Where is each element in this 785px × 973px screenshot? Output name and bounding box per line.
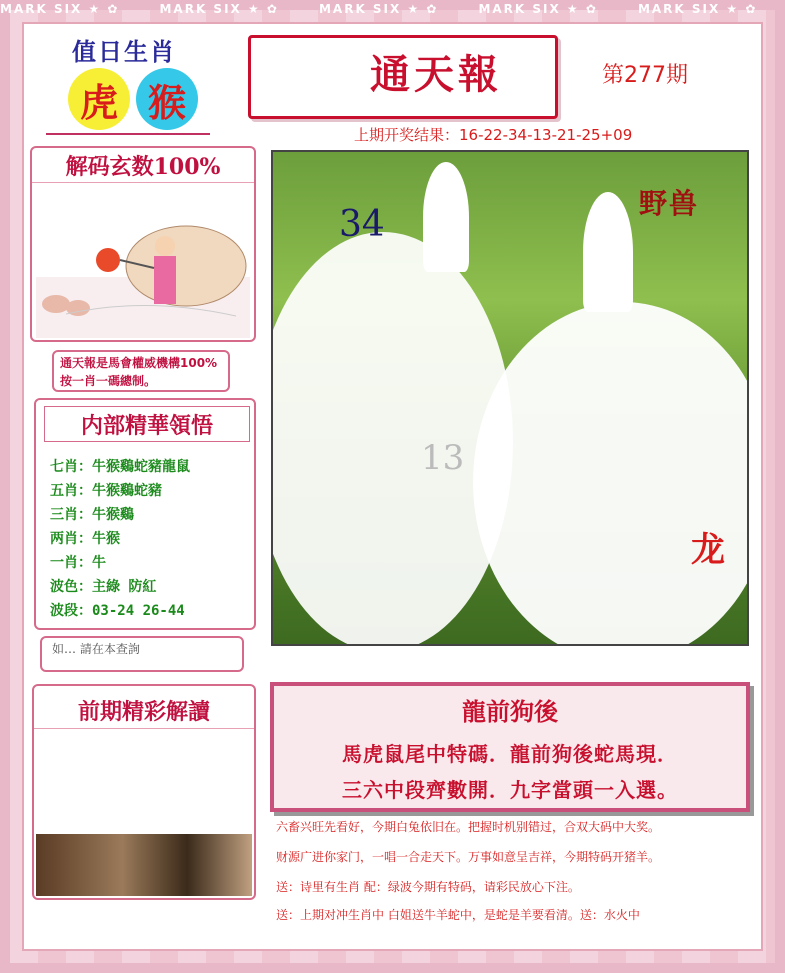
last-draw-result: 上期开奖结果：16-22-34-13-21-25+09 bbox=[354, 126, 633, 144]
main-photo bbox=[271, 150, 749, 646]
decode-panel bbox=[30, 146, 256, 342]
photo-label-bottom: 龙 bbox=[691, 530, 725, 570]
illustration-figure bbox=[36, 186, 250, 338]
review-panel bbox=[32, 684, 256, 900]
review-title: 前期精彩解讀 bbox=[34, 692, 254, 729]
insider-title: 内部精華領悟 bbox=[44, 406, 250, 442]
poem-line: 馬虎鼠尾中特碼．龍前狗後蛇馬現． bbox=[342, 742, 678, 766]
dog-ear bbox=[423, 162, 469, 272]
prediction-line: 两肖：牛猴 bbox=[50, 531, 120, 547]
photo-number-mid: 13 bbox=[421, 438, 465, 478]
zodiac-tiger-badge: 虎 bbox=[68, 68, 130, 130]
notice-box: 通天報是馬會權威機構100%按一肖一碼總制。 bbox=[52, 350, 230, 392]
duty-zodiac-title: 值日生肖 bbox=[72, 37, 176, 66]
prediction-line: 五肖：牛猴鷄蛇豬 bbox=[50, 483, 162, 499]
prediction-line: 七肖：牛猴鷄蛇豬龍鼠 bbox=[50, 459, 190, 475]
fighting-dogs-image bbox=[36, 834, 252, 896]
scholar-illustration bbox=[36, 186, 250, 338]
text-line: 送：上期对冲生肖中 白姐送牛羊蛇中，是蛇是羊要看清。送：水火中 bbox=[276, 908, 640, 922]
inquiry-box: 如… 請在本查詢 bbox=[40, 636, 244, 672]
prediction-line: 一肖：牛 bbox=[50, 555, 106, 571]
prediction-line: 波段：03-24 26-44 bbox=[50, 603, 185, 619]
photo-label-top: 野兽 bbox=[639, 187, 700, 220]
text-line: 财源广进你家门，一唱一合走天下。万事如意呈吉祥，今期特码开猪羊。 bbox=[276, 850, 661, 864]
poem-line: 三六中段齊數開．九字當頭一入選。 bbox=[342, 778, 678, 802]
issue-number: 第277期 bbox=[602, 63, 688, 88]
text-line: 送：诗里有生肖 配：绿波今期有特码，请彩民放心下注。 bbox=[276, 880, 580, 894]
decode-title: 解码玄数100% bbox=[32, 148, 254, 183]
poem-box bbox=[270, 682, 750, 812]
poem-title: 龍前狗後 bbox=[462, 697, 558, 726]
zodiac-monkey-badge: 猴 bbox=[136, 68, 198, 130]
page-title: 通天報 bbox=[370, 51, 502, 98]
dog-ear bbox=[583, 192, 633, 312]
divider bbox=[46, 133, 210, 135]
prediction-line: 三肖：牛猴鷄 bbox=[50, 507, 134, 523]
photo-number-top: 34 bbox=[339, 204, 385, 245]
dog-right bbox=[473, 302, 749, 646]
text-line: 六畜兴旺先看好，今期白兔依旧在。把握时机别错过，合双大码中大奖。 bbox=[276, 820, 661, 834]
watermark-strip: MARK SIX ★ ✿ MARK SIX ★ ✿ MARK SIX ★ ✿ MARK SIX ★ ✿ MARK SIX ★ ✿ bbox=[0, 2, 758, 16]
insider-panel bbox=[34, 398, 256, 630]
prediction-line: 波色：主綠 防紅 bbox=[50, 579, 157, 595]
